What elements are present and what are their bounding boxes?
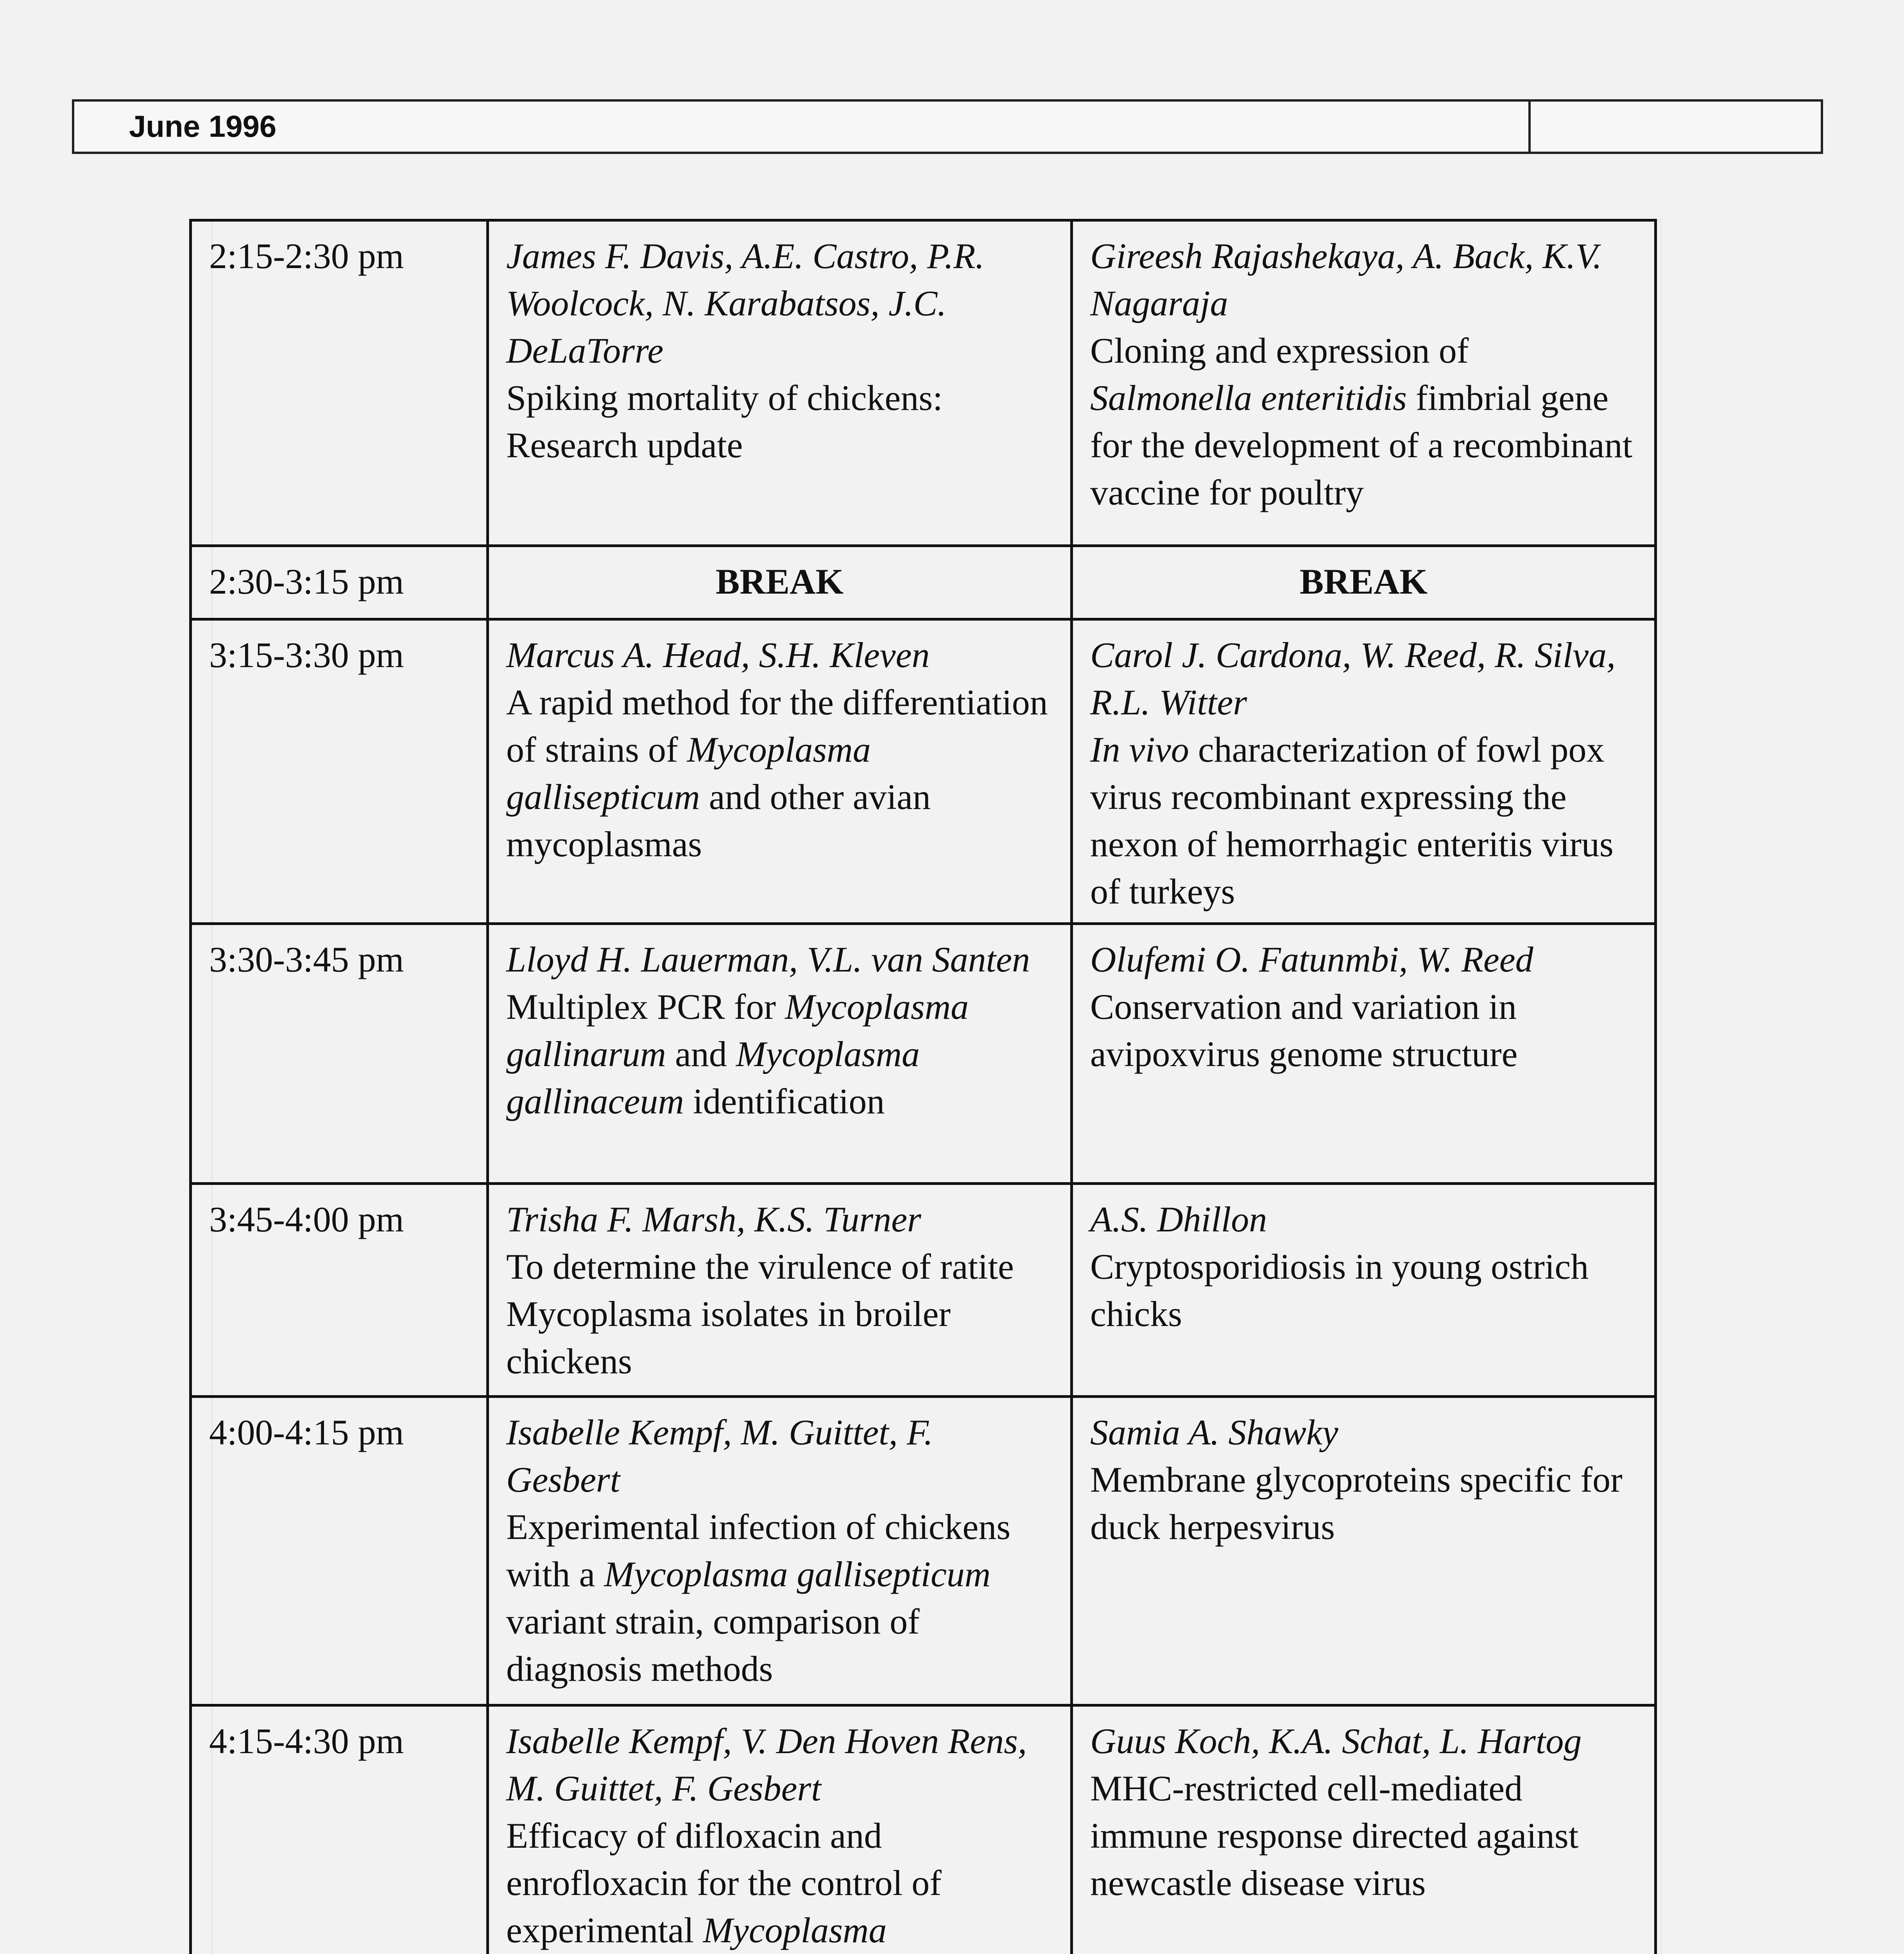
presentation-title <box>506 679 1053 868</box>
time-slot: 3:15-3:30 pm <box>191 619 488 924</box>
title-text: Membrane glycoproteins specific for duck herpesvirus <box>1090 1460 1623 1547</box>
presenter-authors: Carol J. Cardona, W. Reed, R. Silva, R.L. Witter <box>1090 635 1616 722</box>
session-b-cell <box>1072 1397 1656 1705</box>
title-text: and other avian mycoplasmas <box>506 777 931 864</box>
presenter-authors: Gireesh Rajashekaya, A. Back, K.V. Nagaraja <box>1090 236 1602 323</box>
schedule-row <box>191 1184 1656 1397</box>
title-text: MHC-restricted cell-mediated immune response directed against newcastle disease virus <box>1090 1768 1579 1903</box>
presentation-title <box>506 983 1053 1125</box>
title-species-name: Mycoplasma gallinarum <box>506 987 969 1074</box>
title-text: Spiking mortality of chickens: Research update <box>506 378 943 465</box>
title-species-name: Mycoplasma gallisepticum <box>506 730 871 817</box>
presentation-title <box>1090 1765 1637 1907</box>
schedule-row <box>191 924 1656 1184</box>
presentation-title <box>506 374 1053 469</box>
session-a-cell <box>488 924 1072 1184</box>
title-text: To determine the virulence of ratite Mycoplasma isolates in broiler chickens <box>506 1247 1014 1381</box>
title-text: Conservation and variation in avipoxvirus genome structure <box>1090 987 1518 1074</box>
session-b-cell <box>1072 1184 1656 1397</box>
schedule-row <box>191 1397 1656 1705</box>
presenter-authors: Samia A. Shawky <box>1090 1412 1338 1452</box>
session-a-cell <box>488 220 1072 546</box>
session-b-cell <box>1072 924 1656 1184</box>
time-slot: 4:15-4:30 pm <box>191 1705 488 1954</box>
session-b-cell <box>1072 619 1656 924</box>
presentation-title <box>506 1503 1053 1693</box>
title-text: Multiplex PCR for <box>506 987 785 1027</box>
presenter-authors: James F. Davis, A.E. Castro, P.R. Woolcock, N. Karabatsos, J.C. DeLaTorre <box>506 236 985 370</box>
presenter-authors: Olufemi O. Fatunmbi, W. Reed <box>1090 939 1533 979</box>
time-slot: 3:45-4:00 pm <box>191 1184 488 1397</box>
title-text: and <box>666 1034 736 1074</box>
title-text: Cloning and expression of <box>1090 331 1469 370</box>
presenter-authors: Trisha F. Marsh, K.S. Turner <box>506 1199 921 1239</box>
time-slot: 2:15-2:30 pm <box>191 220 488 546</box>
title-text: fimbrial gene for the development of a recombinant vaccine for poultry <box>1090 378 1633 512</box>
presenter-authors: Lloyd H. Lauerman, V.L. van Santen <box>506 939 1030 979</box>
session-a-cell <box>488 619 1072 924</box>
title-text: identification <box>684 1081 885 1121</box>
schedule-row <box>191 619 1656 924</box>
break-label: BREAK <box>488 546 1072 619</box>
title-text: characterization of fowl pox virus recombinant expressing the nexon of hemorrhagic enteritis virus of turkeys <box>1090 730 1614 911</box>
time-slot: 3:30-3:45 pm <box>191 924 488 1184</box>
title-text: Cryptosporidiosis in young ostrich chicks <box>1090 1247 1589 1334</box>
presentation-title <box>1090 983 1637 1078</box>
presenter-authors: Marcus A. Head, S.H. Kleven <box>506 635 930 675</box>
presentation-title <box>506 1812 1053 1954</box>
session-b-cell <box>1072 1705 1656 1954</box>
break-label: BREAK <box>1072 546 1656 619</box>
header-divider <box>1528 102 1531 152</box>
time-slot: 2:30-3:15 pm <box>191 546 488 619</box>
schedule-row <box>191 546 1656 619</box>
title-species-name: In vivo <box>1090 730 1189 769</box>
title-text: Efficacy of difloxacin and enrofloxacin for the control of experimental <box>506 1816 942 1950</box>
session-a-cell <box>488 1184 1072 1397</box>
presentation-title <box>506 1243 1053 1385</box>
session-a-cell <box>488 1397 1072 1705</box>
presentation-title <box>1090 1243 1637 1338</box>
title-text: Experimental infection of chickens with a <box>506 1507 1011 1594</box>
title-species-name: Mycoplasma gallisepticum <box>604 1554 991 1594</box>
title-species-name: Mycoplasma <box>703 1910 887 1950</box>
schedule-row <box>191 1705 1656 1954</box>
header-date: June 1996 <box>129 109 277 143</box>
presenter-authors: Isabelle Kempf, V. Den Hoven Rens, M. Guittet, F. Gesbert <box>506 1721 1027 1808</box>
presentation-title <box>1090 1456 1637 1551</box>
presenter-authors: Isabelle Kempf, M. Guittet, F. Gesbert <box>506 1412 933 1499</box>
presenter-authors: A.S. Dhillon <box>1090 1199 1267 1239</box>
title-text: variant strain, comparison of diagnosis methods <box>506 1601 920 1689</box>
presenter-authors: Guus Koch, K.A. Schat, L. Hartog <box>1090 1721 1582 1761</box>
session-b-cell <box>1072 220 1656 546</box>
time-slot: 4:00-4:15 pm <box>191 1397 488 1705</box>
presentation-title <box>1090 327 1637 516</box>
title-text: A rapid method for the differentiation of strains of <box>506 682 1048 769</box>
page-header <box>72 99 1823 154</box>
schedule-body <box>191 220 1656 1954</box>
title-species-name: Salmonella enteritidis <box>1090 378 1407 418</box>
title-species-name: Mycoplasma gallinaceum <box>506 1034 920 1121</box>
session-schedule-table <box>189 219 1657 1954</box>
session-a-cell <box>488 1705 1072 1954</box>
schedule-row <box>191 220 1656 546</box>
presentation-title <box>1090 726 1637 915</box>
